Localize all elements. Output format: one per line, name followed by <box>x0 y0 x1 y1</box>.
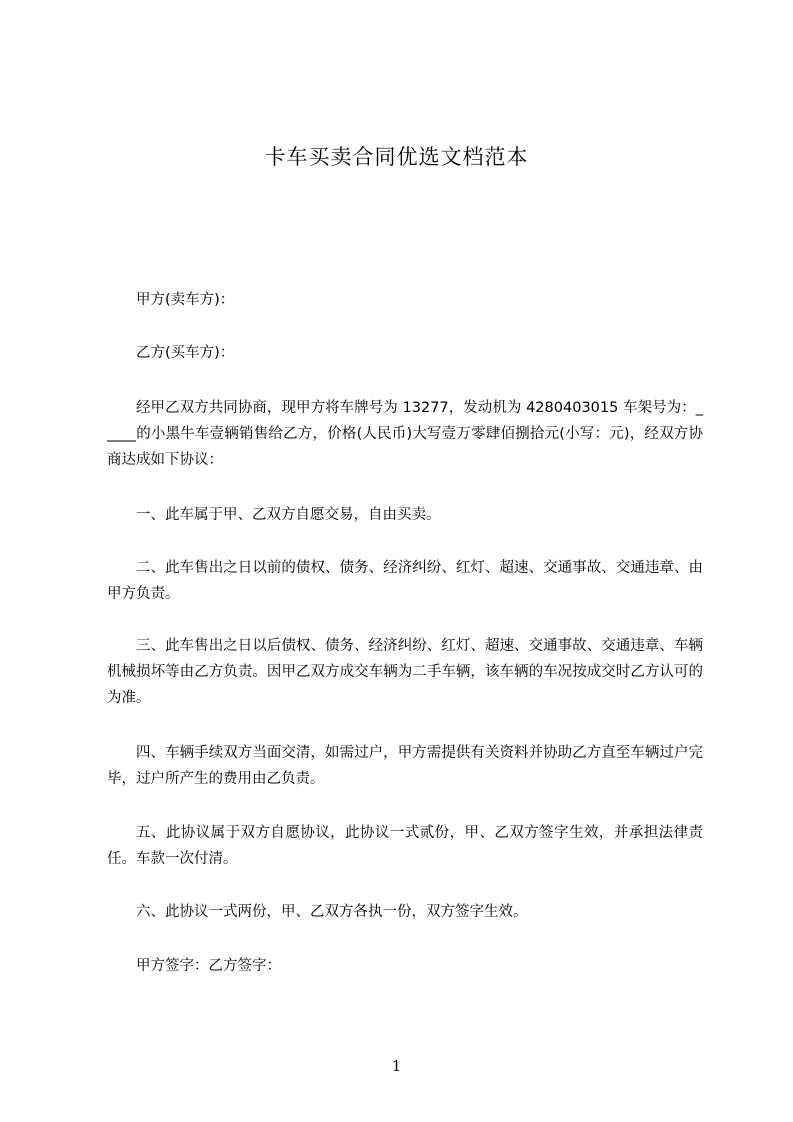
clause-5: 五、此协议属于双方自愿协议，此协议一式贰份，甲、乙双方签字生效，并承担法律责任。车款一次付清。 <box>107 825 703 867</box>
clause-1: 一、此车属于甲、乙双方自愿交易，自由买卖。 <box>136 507 441 523</box>
intro-paragraph: 经甲乙双方共同协商，现甲方将车牌号为 13277，发动机为 4280403015 车架号为：_____的小黑牛车壹辆销售给乙方，价格(人民币)大写壹万零肆佰捌拾元(小写：元)，经双方协商达成如下协议： <box>107 400 703 468</box>
party-b-line: 乙方(买车方)： <box>136 345 235 361</box>
clause-4: 四、车辆手续双方当面交清，如需过户，甲方需提供有关资料并协助乙方直至车辆过户完毕，过户所产生的费用由乙负责。 <box>107 745 703 787</box>
page-number: 1 <box>391 1057 402 1075</box>
clause-6: 六、此协议一式两份，甲、乙双方各执一份，双方签字生效。 <box>136 904 528 920</box>
signature-line: 甲方签字：乙方签字： <box>136 958 281 974</box>
party-a-line: 甲方(卖车方)： <box>136 292 235 308</box>
clause-2: 二、此车售出之日以前的债权、债务、经济纠纷、红灯、超速、交通事故、交通违章、由甲方负责。 <box>107 560 703 602</box>
clause-3: 三、此车售出之日以后债权、债务、经济纠纷、红灯、超速、交通事故、交通违章、车辆机械损坏等由乙方负责。因甲乙双方成交车辆为二手车辆，该车辆的车况按成交时乙方认可的为准。 <box>107 638 703 706</box>
document-title: 卡车买卖合同优选文档范本 <box>264 145 529 169</box>
